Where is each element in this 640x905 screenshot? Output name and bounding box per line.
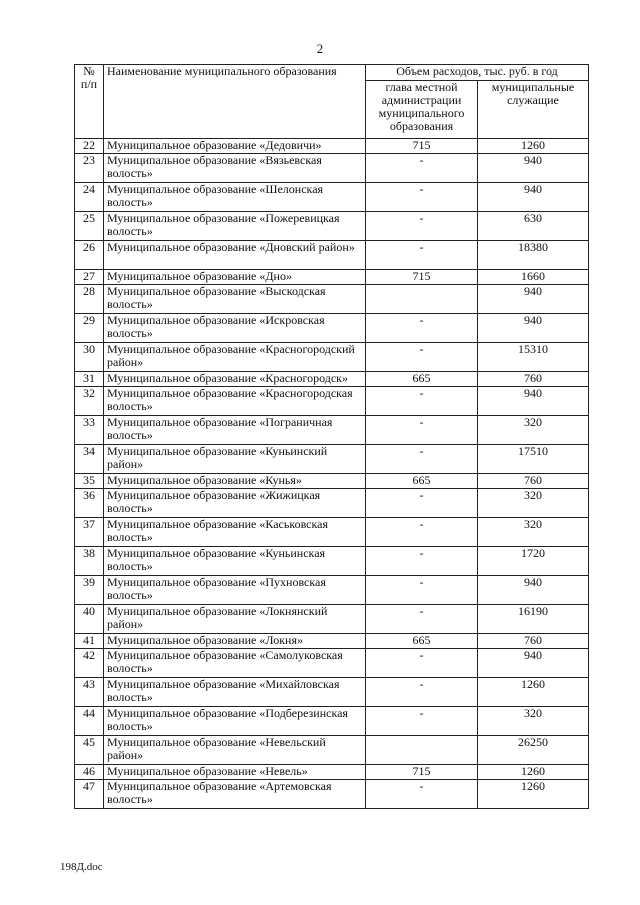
table-row [75, 736, 589, 765]
row-number: 40 [75, 605, 104, 634]
row-number: 47 [75, 780, 104, 809]
row-name: Муниципальное образование «Искровская волость» [104, 314, 366, 343]
row-name: Муниципальное образование «Дно» [104, 270, 366, 285]
header-name: Наименование муниципального образования [104, 65, 366, 139]
row-head-admin-expense: - [366, 183, 478, 212]
row-employees-expense: 630 [478, 212, 589, 241]
table-row [75, 270, 589, 285]
row-name: Муниципальное образование «Локнянский район» [104, 605, 366, 634]
row-head-admin-expense: 665 [366, 474, 478, 489]
row-number: 27 [75, 270, 104, 285]
row-employees-expense: 1660 [478, 270, 589, 285]
row-number: 24 [75, 183, 104, 212]
row-employees-expense: 16190 [478, 605, 589, 634]
header-employees: муниципальные служащие [478, 81, 589, 139]
row-head-admin-expense: 665 [366, 634, 478, 649]
row-number: 30 [75, 343, 104, 372]
row-number: 39 [75, 576, 104, 605]
row-employees-expense: 17510 [478, 445, 589, 474]
table-row [75, 678, 589, 707]
row-employees-expense: 15310 [478, 343, 589, 372]
table-row [75, 183, 589, 212]
table-row [75, 387, 589, 416]
table-row [75, 765, 589, 780]
row-name: Муниципальное образование «Михайловская волость» [104, 678, 366, 707]
table-row [75, 314, 589, 343]
row-name: Муниципальное образование «Кунья» [104, 474, 366, 489]
row-head-admin-expense: - [366, 547, 478, 576]
row-name: Муниципальное образование «Невель» [104, 765, 366, 780]
row-name: Муниципальное образование «Куньинский район» [104, 445, 366, 474]
row-head-admin-expense: - [366, 212, 478, 241]
table-row [75, 372, 589, 387]
row-employees-expense: 1260 [478, 780, 589, 809]
row-employees-expense: 1720 [478, 547, 589, 576]
row-number: 42 [75, 649, 104, 678]
table-row [75, 212, 589, 241]
row-head-admin-expense: - [366, 387, 478, 416]
row-name: Муниципальное образование «Жижицкая волость» [104, 489, 366, 518]
table-row [75, 649, 589, 678]
table-row [75, 576, 589, 605]
table-row [75, 489, 589, 518]
row-employees-expense: 1260 [478, 765, 589, 780]
row-employees-expense: 940 [478, 576, 589, 605]
row-number: 22 [75, 139, 104, 154]
table-row [75, 518, 589, 547]
row-head-admin-expense: - [366, 518, 478, 547]
row-number: 37 [75, 518, 104, 547]
table-row [75, 445, 589, 474]
row-name: Муниципальное образование «Каськовская волость» [104, 518, 366, 547]
row-name: Муниципальное образование «Артемовская волость» [104, 780, 366, 809]
table-body [75, 139, 589, 809]
table-row [75, 139, 589, 154]
row-head-admin-expense: - [366, 314, 478, 343]
expenses-table [74, 64, 589, 809]
row-employees-expense: 26250 [478, 736, 589, 765]
row-name: Муниципальное образование «Подберезинская волость» [104, 707, 366, 736]
row-head-admin-expense [366, 736, 478, 765]
row-head-admin-expense: - [366, 576, 478, 605]
table-row [75, 707, 589, 736]
row-number: 35 [75, 474, 104, 489]
row-number: 26 [75, 241, 104, 270]
row-number: 31 [75, 372, 104, 387]
table-row [75, 343, 589, 372]
row-number: 25 [75, 212, 104, 241]
row-number: 23 [75, 154, 104, 183]
header-head-admin: глава местной администрации муниципального образования [366, 81, 478, 139]
row-name: Муниципальное образование «Красногородский район» [104, 343, 366, 372]
table-row [75, 154, 589, 183]
row-number: 36 [75, 489, 104, 518]
row-name: Муниципальное образование «Пухновская волость» [104, 576, 366, 605]
row-employees-expense: 940 [478, 649, 589, 678]
table-row [75, 241, 589, 270]
row-head-admin-expense: 665 [366, 372, 478, 387]
table-row [75, 780, 589, 809]
row-name: Муниципальное образование «Невельский район» [104, 736, 366, 765]
table-header [75, 65, 589, 139]
row-name: Муниципальное образование «Красногородская волость» [104, 387, 366, 416]
row-head-admin-expense: 715 [366, 139, 478, 154]
row-employees-expense: 940 [478, 154, 589, 183]
page-number: 2 [316, 41, 324, 56]
row-name: Муниципальное образование «Локня» [104, 634, 366, 649]
row-employees-expense: 320 [478, 518, 589, 547]
table-row [75, 474, 589, 489]
row-name: Муниципальное образование «Выскодская волость» [104, 285, 366, 314]
row-employees-expense: 940 [478, 314, 589, 343]
table-row [75, 634, 589, 649]
row-employees-expense: 320 [478, 489, 589, 518]
row-employees-expense: 320 [478, 416, 589, 445]
row-head-admin-expense [366, 285, 478, 314]
row-number: 41 [75, 634, 104, 649]
table-row [75, 416, 589, 445]
row-number: 44 [75, 707, 104, 736]
row-name: Муниципальное образование «Дновский район» [104, 241, 366, 270]
row-employees-expense: 760 [478, 634, 589, 649]
row-employees-expense: 18380 [478, 241, 589, 270]
table-row [75, 547, 589, 576]
row-head-admin-expense: - [366, 649, 478, 678]
row-number: 43 [75, 678, 104, 707]
row-head-admin-expense: - [366, 678, 478, 707]
row-name: Муниципальное образование «Пограничная волость» [104, 416, 366, 445]
header-number: № п/п [75, 65, 104, 139]
row-head-admin-expense: - [366, 343, 478, 372]
table-row [75, 285, 589, 314]
row-employees-expense: 940 [478, 387, 589, 416]
row-name: Муниципальное образование «Куньинская волость» [104, 547, 366, 576]
table-row [75, 605, 589, 634]
row-employees-expense: 320 [478, 707, 589, 736]
row-employees-expense: 760 [478, 474, 589, 489]
row-name: Муниципальное образование «Дедовичи» [104, 139, 366, 154]
row-number: 38 [75, 547, 104, 576]
row-number: 34 [75, 445, 104, 474]
row-head-admin-expense: - [366, 445, 478, 474]
row-head-admin-expense: 715 [366, 270, 478, 285]
row-name: Муниципальное образование «Самолуковская волость» [104, 649, 366, 678]
row-head-admin-expense: - [366, 416, 478, 445]
row-name: Муниципальное образование «Вязьевская волость» [104, 154, 366, 183]
row-name: Муниципальное образование «Красногородск» [104, 372, 366, 387]
row-name: Муниципальное образование «Пожеревицкая волость» [104, 212, 366, 241]
row-head-admin-expense: - [366, 241, 478, 270]
row-head-admin-expense: - [366, 707, 478, 736]
row-employees-expense: 760 [478, 372, 589, 387]
row-employees-expense: 940 [478, 285, 589, 314]
row-head-admin-expense: - [366, 489, 478, 518]
header-expenses-group: Объем расходов, тыс. руб. в год [366, 65, 589, 81]
footer-filename: 198Д.doc [60, 861, 103, 873]
row-head-admin-expense: - [366, 154, 478, 183]
row-number: 28 [75, 285, 104, 314]
row-head-admin-expense: - [366, 605, 478, 634]
row-employees-expense: 1260 [478, 139, 589, 154]
row-employees-expense: 1260 [478, 678, 589, 707]
row-number: 33 [75, 416, 104, 445]
row-number: 29 [75, 314, 104, 343]
row-name: Муниципальное образование «Шелонская волость» [104, 183, 366, 212]
row-number: 46 [75, 765, 104, 780]
row-head-admin-expense: 715 [366, 765, 478, 780]
row-number: 32 [75, 387, 104, 416]
row-employees-expense: 940 [478, 183, 589, 212]
row-number: 45 [75, 736, 104, 765]
row-head-admin-expense: - [366, 780, 478, 809]
